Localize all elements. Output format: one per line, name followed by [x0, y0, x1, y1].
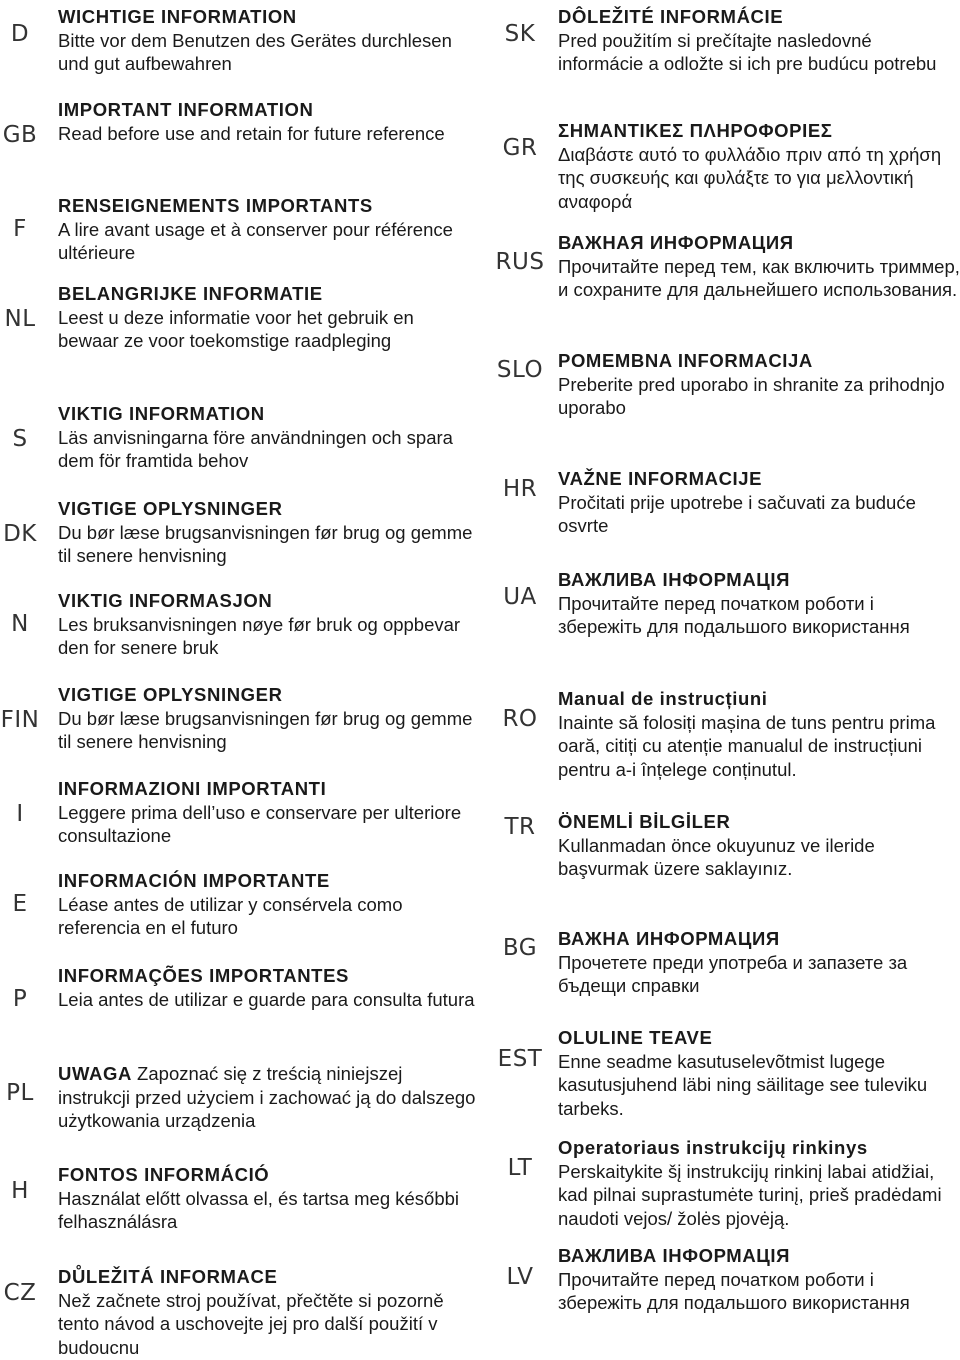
notice-title: INFORMAZIONI IMPORTANTI — [58, 778, 327, 799]
notice-body: Read before use and retain for future reference — [58, 122, 445, 144]
notice-title: ВАЖНА ИНФОРМАЦИЯ — [558, 928, 780, 949]
notice-title: FONTOS INFORMÁCIÓ — [58, 1164, 270, 1185]
notice-title: Manual de instrucțiuni — [558, 688, 768, 709]
notice-body: Du bør læse brugsanvisningen før brug og gemme til senere henvisning — [58, 707, 473, 753]
notice-title: Operatoriaus instrukcijų rinkinys — [558, 1137, 868, 1158]
notice-body: A lire avant usage et à conserver pour référence ultérieure — [58, 218, 453, 264]
notice-title: ВАЖЛИВА ІНФОРМАЦІЯ — [558, 1245, 791, 1266]
notice-body: Léase antes de utilizar y consérvela como referencia en el futuro — [58, 893, 403, 939]
notice-title: DŮLEŽITÁ INFORMACE — [58, 1266, 278, 1287]
language-code: RUS — [495, 249, 545, 275]
notice-title: OLULINE TEAVE — [558, 1027, 713, 1048]
language-code: NL — [4, 306, 36, 332]
notice-body: Perskaitykite šį instrukcijų rinkinį labai atidžiai, kad pilnai suprastumėte turinį, prieš pradėdami naudoti vejos/ žolės pjovėją. — [558, 1160, 942, 1229]
notice-body: Pročitati prije upotrebe i sačuvati za buduće osvrte — [558, 491, 916, 537]
notice-body: Leia antes de utilizar e guarde para consulta futura — [58, 988, 475, 1010]
language-code: BG — [502, 935, 538, 961]
notice-body: Прочетете преди употреба и запазете за бъдещи справки — [558, 951, 908, 997]
notice-title: RENSEIGNEMENTS IMPORTANTS — [58, 195, 373, 216]
notice-title: VIGTIGE OPLYSNINGER — [58, 498, 283, 519]
notice-title: IMPORTANT INFORMATION — [58, 99, 314, 120]
language-code: RO — [502, 706, 538, 732]
notice-body: Leest u deze informatie voor het gebruik en bewaar ze voor toekomstige raadpleging — [58, 306, 414, 352]
language-code: E — [12, 891, 28, 917]
notice-body: Enne seadme kasutuselevõtmist lugege kasutusjuhend läbi ning säilitage see tuleviku tarbeks. — [558, 1050, 928, 1119]
notice-title: ВАЖНАЯ ИНФОРМАЦИЯ — [558, 232, 794, 253]
notice-body: Leggere prima dell’uso e conservare per ulteriore consultazione — [58, 801, 462, 847]
notice-body: Kullanmadan önce okuyunuz ve ileride başvurmak üzere saklayınız. — [558, 834, 875, 880]
notice-title: INFORMAÇÕES IMPORTANTES — [58, 965, 349, 986]
language-code: I — [16, 801, 24, 827]
notice-body: Läs anvisningarna före användningen och spara dem för framtida behov — [58, 426, 453, 472]
notice-body: Inainte să folosiți mașina de tuns pentru prima oară, citiți cu atenție manualul de instrucțiuni pentru a-i înțelege conținutul. — [558, 711, 936, 780]
language-code: GB — [2, 122, 38, 148]
notice-body: Прочитайте перед початком роботи і збережіть для подальшого використання — [558, 1268, 910, 1314]
language-code: HR — [502, 476, 538, 502]
language-code: SK — [504, 21, 536, 47]
notice-title: ВАЖЛИВА ІНФОРМАЦІЯ — [558, 569, 791, 590]
notice-body: Než začnete stroj používat, přečtěte si pozorně tento návod a uschovejte jej pro další použití v budoucnu — [58, 1289, 444, 1358]
notice-body: Zapoznać się z treścią niniejszej instrukcji przed użyciem i zachować ją do dalszego użytkowania urządzenia — [58, 1063, 476, 1132]
language-code: GR — [502, 135, 538, 161]
notice-title: VIGTIGE OPLYSNINGER — [58, 684, 283, 705]
notice-title: VIKTIG INFORMATION — [58, 403, 265, 424]
notice-title: WICHTIGE INFORMATION — [58, 6, 297, 27]
notice-body: Les bruksanvisningen nøye før bruk og oppbevar den for senere bruk — [58, 613, 461, 659]
language-code: EST — [497, 1046, 543, 1072]
language-code: F — [13, 216, 27, 242]
language-code: D — [10, 21, 30, 47]
notice-body: Pred použitím si prečítajte nasledovné informácie a odložte si ich pre budúcu potrebu — [558, 29, 937, 75]
language-code: N — [11, 611, 29, 637]
notice-title: POMEMBNA INFORMACIJA — [558, 350, 813, 371]
language-code: SLO — [496, 357, 544, 383]
language-code: CZ — [3, 1280, 37, 1306]
notice-title: INFORMACIÓN IMPORTANTE — [58, 870, 330, 891]
notice-body: Használat előtt olvassa el, és tartsa meg későbbi felhasználásra — [58, 1187, 460, 1233]
language-code: S — [12, 426, 28, 452]
notice-title: BELANGRIJKE INFORMATIE — [58, 283, 323, 304]
language-code: P — [12, 986, 28, 1012]
notice-title: DÔLEŽITÉ INFORMÁCIE — [558, 6, 784, 27]
notice-title: ΣΗΜΑΝΤΙΚΕΣ ΠΛΗΡΟΦΟΡΙΕΣ — [558, 120, 833, 141]
language-code: UA — [503, 584, 537, 610]
language-code: FIN — [0, 707, 40, 733]
language-code: DK — [3, 521, 37, 547]
notice-body: Preberite pred uporabo in shranite za prihodnjo uporabo — [558, 373, 945, 419]
notice-body: Bitte vor dem Benutzen des Gerätes durchlesen und gut aufbewahren — [58, 29, 452, 75]
notice-body: Прочитайте перед тем, как включить триммер, и сохраните для дальнейшего использования. — [558, 255, 960, 301]
notice-title: ÖNEMLİ BİLGİLER — [558, 811, 731, 832]
language-code: PL — [6, 1080, 34, 1106]
notice-title: VIKTIG INFORMASJON — [58, 590, 273, 611]
notice-body: Διαβάστε αυτό το φυλλάδιο πριν από τη χρήση της συσκευής και φυλάξτε το για μελλοντική αναφορά — [558, 143, 942, 212]
notice-title: VAŽNE INFORMACIJE — [558, 468, 763, 489]
notice-body: Du bør læse brugsanvisningen før brug og gemme til senere henvisning — [58, 521, 473, 567]
language-code: TR — [504, 814, 536, 840]
language-code: LV — [506, 1264, 534, 1290]
notice-title: UWAGA — [58, 1063, 132, 1084]
notice-body: Прочитайте перед початком роботи і збережіть для подальшого використання — [558, 592, 910, 638]
language-code: LT — [507, 1155, 533, 1181]
language-code: H — [11, 1178, 29, 1204]
